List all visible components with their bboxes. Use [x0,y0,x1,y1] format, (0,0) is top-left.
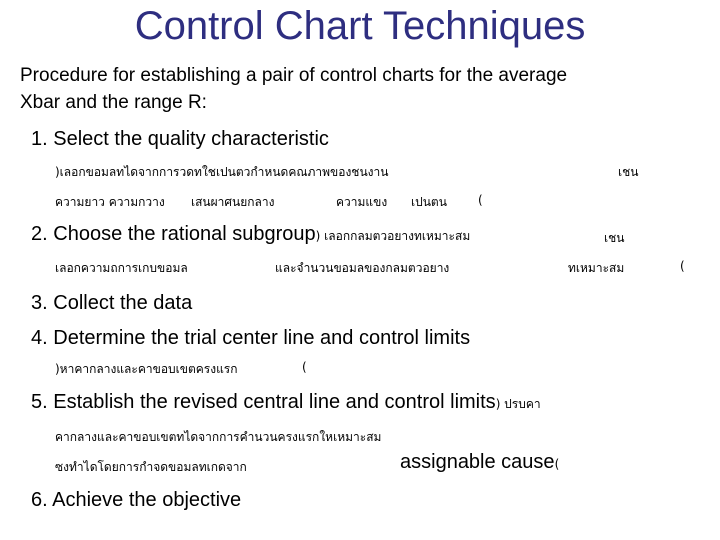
step-5-note-3-en [400,451,559,474]
step-1-note-2e: ( [478,193,483,207]
step-number: 1. [31,128,48,150]
step-1-note-2a: ความยาว ความกวาง [55,195,165,209]
step-2-note-2c: ทเหมาะสม [568,261,625,275]
step-text: Determine the trial center line and control limits [53,327,471,349]
step-2 [31,223,470,246]
step-4-note-right: ( [302,360,307,374]
step-4-note: )หาคากลางและคาขอบเขตครงแรก [55,362,238,376]
step-2-note-2d: ( [680,259,685,273]
step-text: Achieve the objective [52,489,242,511]
step-4 [31,327,470,350]
step-number: 2. [31,223,48,245]
step-2-note-2b: และจำนวนขอมลของกลมตวอยาง [275,261,450,275]
page-title: Control Chart Techniques [134,4,586,48]
step-1-note-2d: เปนตน [411,195,447,209]
step-text: Choose the rational subgroup [53,223,316,245]
step-3 [31,292,192,315]
step-1-note-2b: เสนผาศนยกลาง [191,195,275,209]
step-1-note-1: )เลอกขอมลทไดจากการวดทใชเปนตวกำหนดคณภาพของชนงาน [55,165,389,179]
step-5 [31,391,541,414]
step-1 [31,128,329,151]
intro-line-1: Procedure for establishing a pair of control charts for the average [20,65,568,86]
step-number: 4. [31,327,48,349]
step-2-note-right: เชน [604,231,625,245]
intro-line-2: Xbar and the range R: [20,92,207,113]
step-number: 5. [31,391,48,413]
step-5-note-2: คากลางและคาขอบเขตทไดจากการคำนวนครงแรกใหเหมาะสม [55,430,382,444]
step-text: Establish the revised central line and control limits [53,391,496,413]
step-2-note-2a: เลอกความถการเกบขอมล [55,261,188,275]
step-text: Collect the data [53,292,193,314]
assignable-cause-text: assignable cause [400,451,555,473]
step-text: Select the quality characteristic [53,128,329,150]
step-6 [31,489,241,512]
step-number: 6. [31,489,48,511]
step-number: 3. [31,292,48,314]
step-2-inline-note: ) เลอกกลมตวอยางทเหมาะสม [315,229,471,243]
step-1-note-2c: ความแขง [336,195,388,209]
step-1-note-1-right: เชน [618,165,639,179]
step-5-inline-note: ) ปรบคา [495,397,541,411]
step-5-note-3: ซงทำไดโดยการกำจดขอมลทเกดจาก [55,460,247,474]
step-5-note-3-end: ( [554,457,560,471]
